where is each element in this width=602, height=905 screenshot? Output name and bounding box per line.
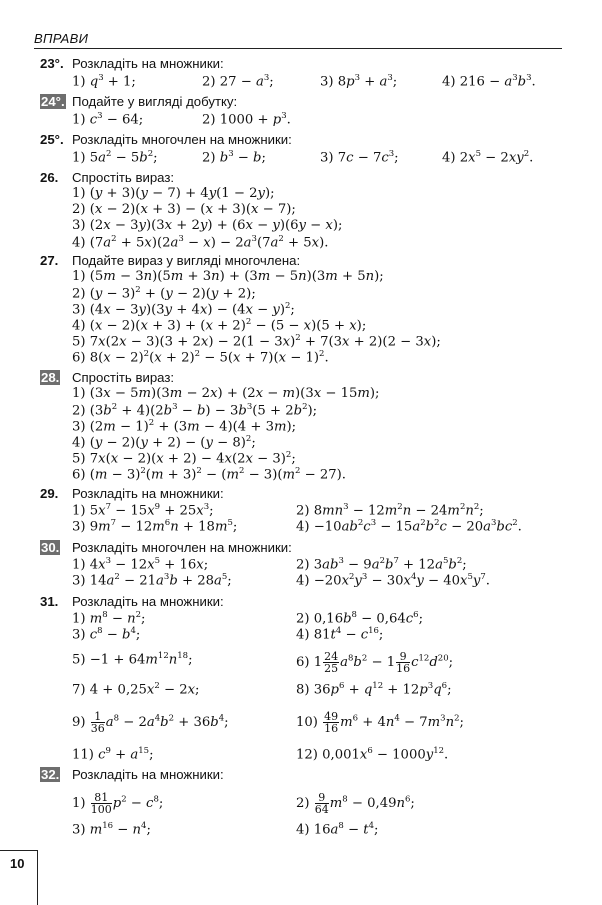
- exercise-item: 2) $(3b^2 + 4)(2b^3 - b) - 3b^3(5 + 2b^2)$;: [72, 402, 318, 419]
- exercise-item: 3) $m^{16} - n^4$;: [72, 821, 151, 838]
- exercise-instruction: Розкладіть на множники:: [72, 594, 224, 609]
- exercise-item: 1) $q^3 + 1$;: [72, 73, 136, 90]
- exercise-item: 1) $c^3 - 64$;: [72, 111, 144, 128]
- exercise-item: 1) $m^8 - n^2$;: [72, 610, 146, 627]
- exercise-number: 26.: [40, 170, 59, 185]
- exercise-item: 2) (x − 2)(x + 3) − (x + 3)(x − 7);: [72, 202, 296, 217]
- exercise-item: 6) $(m - 3)^2(m + 3)^2 - (m^2 - 3)(m^2 - 27)$.: [72, 466, 346, 483]
- exercise-instruction: Розкладіть на множники:: [72, 486, 224, 501]
- exercise-item: $4) -10ab^2c^3 - 15a^2b^2c - 20a^3bc^2$.: [296, 518, 522, 535]
- exercise-item: 3) $7c - 7c^3$;: [320, 149, 399, 166]
- exercise-instruction: Спростіть вираз:: [72, 370, 175, 385]
- exercise-number: 32.: [41, 767, 60, 782]
- exercise-instruction: Розкладіть многочлен на множники:: [72, 540, 292, 555]
- exercise-item: 8) $36p^6 + q^{12} + 12p^3q^6$;: [296, 681, 452, 698]
- exercise-item: 1) $5x^7 - 15x^9 + 25x^3$;: [72, 502, 214, 519]
- exercise-item: 1) $5a^2 - 5b^2$;: [72, 149, 158, 166]
- exercise-item: 2) $(y - 3)^2 + (y - 2)(y + 2)$;: [72, 285, 256, 302]
- exercise-item: 3) $14a^2 - 21a^3b + 28a^5$;: [72, 572, 232, 589]
- exercise-item: 3) $(2m - 1)^2 + (3m - 4)(4 + 3m)$;: [72, 418, 297, 435]
- exercise-item: 2) $3ab^3 - 9a^2b^7 + 12a^5b^2$;: [296, 556, 467, 573]
- exercise-item: 2) $b^3 - b$;: [202, 149, 266, 166]
- exercise-item: 1) $\frac{81}{100}$ $p^2 - c^8$;: [72, 791, 164, 816]
- exercise-item: 1) $4x^3 - 12x^5 + 16x$;: [72, 556, 209, 573]
- exercise-item: 1) (5m − 3n)(5m + 3n) + (3m − 5n)(3m + 5n);: [72, 269, 384, 284]
- exercise-item: 2) $0,16b^8 - 0,64c^6$;: [296, 610, 424, 627]
- exercise-item: 4) $216 - a^3b^3$.: [442, 73, 536, 90]
- exercise-item: 5) $7x(2x - 3)(3 + 2x) - 2(1 - 3x)^2 + 7(3x + 2)(2 - 3x)$;: [72, 333, 441, 350]
- exercise-item: 3) $c^8 - b^4$;: [72, 626, 141, 643]
- exercise-item: $4) -20x^2y^3 - 30x^4y - 40x^5y^7$.: [296, 572, 490, 589]
- exercise-item: 11) $c^9 + a^{15}$;: [72, 746, 154, 763]
- exercise-number: 24°.: [41, 94, 65, 109]
- exercise-number: 29.: [40, 486, 59, 501]
- exercise-instruction: Спростіть вираз:: [72, 170, 175, 185]
- exercise-item: 12) $0,001x^6 - 1000y^{12}$.: [296, 746, 449, 763]
- exercise-item: 4) $(x - 2)(x + 3) + (x + 2)^2 - (5 - x)(5 + x)$;: [72, 317, 367, 334]
- exercise-item: 1) (3x − 5m)(3m − 2x) + (2x − m)(3x − 15m);: [72, 386, 380, 401]
- exercise-item: 7) $4 + 0,25x^2 - 2x$;: [72, 681, 200, 698]
- exercise-item: 2) $1000 + p^3$.: [202, 111, 291, 128]
- exercise-number: 25°.: [40, 132, 64, 147]
- page-number-rule-vertical: [37, 850, 38, 905]
- exercise-instruction: Подайте у вигляді добутку:: [72, 94, 238, 109]
- exercise-item: 4) $16a^8 - t^4$;: [296, 821, 379, 838]
- exercise-instruction: Розкладіть на множники:: [72, 767, 224, 782]
- exercise-item: 4) $(7a^2 + 5x)(2a^3 - x) - 2a^3(7a^2 + 5x)$.: [72, 234, 329, 251]
- exercise-instruction: Розкладіть на множники:: [72, 56, 224, 71]
- exercise-number: 30.: [41, 540, 60, 555]
- exercise-item: 3) $9m^7 - 12m^6n + 18m^5$;: [72, 518, 238, 535]
- page-number: 10: [10, 856, 25, 871]
- exercise-item: 1) (y + 3)(y − 7) + 4y(1 − 2y);: [72, 186, 275, 201]
- page-number-rule: [0, 850, 38, 851]
- exercise-item: 4) $(y - 2)(y + 2) - (y - 8)^2$;: [72, 434, 256, 451]
- exercise-item: 9) $\frac{1}{36}$ $a^8 - 2a^4b^2 + 36b^4$;: [72, 710, 229, 735]
- exercise-item: 2) $8mn^3 - 12m^2n - 24m^2n^2$;: [296, 502, 484, 519]
- exercise-item: 6) $8(x - 2)^2(x + 2)^2 - 5(x + 7)(x - 1)^2$.: [72, 349, 329, 366]
- exercise-item: 2) $27 - a^3$;: [202, 73, 274, 90]
- exercise-number: 28.: [41, 370, 60, 385]
- exercise-item: 2) $\frac{9}{64}$ $m^8 - 0,49n^6$;: [296, 791, 415, 816]
- exercise-item: $5) -1 + 64m^{12}n^{18}$;: [72, 651, 193, 668]
- exercise-number: 31.: [40, 594, 59, 609]
- exercise-item: 5) $7x(x - 2)(x + 2) - 4x(2x - 3)^2$;: [72, 450, 296, 467]
- exercise-item: 3) $8p^3 + a^3$;: [320, 73, 398, 90]
- header-divider: [34, 48, 562, 49]
- exercise-instruction: Подайте вираз у вигляді многочлена:: [72, 253, 301, 268]
- exercise-item: 3) (2x − 3y)(3x + 2y) + (6x − y)(6y − x);: [72, 218, 343, 233]
- exercise-item: 6) 1 $\frac{24}{25}$ $a^8b^2 - 1$ $\frac{9}{16}$ $c^{12}d^{20}$;: [296, 650, 454, 675]
- exercise-item: 4) $2x^5 - 2xy^2$.: [442, 149, 534, 166]
- exercise-item: 3) $(4x - 3y)(3y + 4x) - (4x - y)^2$;: [72, 301, 295, 318]
- exercise-instruction: Розкладіть многочлен на множники:: [72, 132, 292, 147]
- exercise-number: 27.: [40, 253, 59, 268]
- exercise-item: 4) $81t^4 - c^{16}$;: [296, 626, 384, 643]
- exercise-number: 23°.: [40, 56, 64, 71]
- exercise-item: 10) $\frac{49}{16}$ $m^6 + 4n^4 - 7m^3n^2$;: [296, 710, 464, 735]
- section-header: ВПРАВИ: [34, 31, 89, 46]
